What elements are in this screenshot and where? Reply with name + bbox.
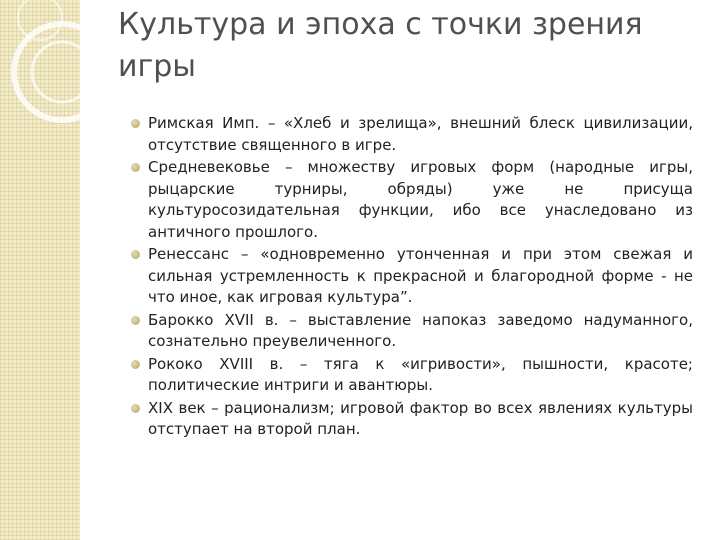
bullet-item bbox=[148, 112, 693, 156]
bullet-text: XIX век – рационализм; игровой фактор во всех явлениях культуры отступает на второй план. bbox=[148, 398, 693, 438]
bullet-dot-icon bbox=[131, 119, 140, 128]
bullet-dot-icon bbox=[131, 250, 140, 259]
bullet-item bbox=[148, 156, 693, 243]
bullet-text: Средневековье – множеству игровых форм (народные игры, рыцарские турниры, обряды) уже не присуща культуросозидательная функции, ибо все унаследовано из античного прошлого. bbox=[148, 158, 693, 241]
bullet-item bbox=[148, 243, 693, 309]
bullet-item bbox=[148, 353, 693, 397]
decorative-side-strip bbox=[0, 0, 80, 540]
bullet-item bbox=[148, 309, 693, 353]
bullet-list bbox=[148, 112, 693, 441]
bullet-dot-icon bbox=[131, 316, 140, 325]
bullet-text: Ренессанс – «одновременно утонченная и при этом свежая и сильная устремленность к прекрасной и благородной форме - не что иное, как игровая культура”. bbox=[148, 245, 693, 306]
decorative-circles bbox=[0, 0, 80, 540]
bullet-text: Римская Имп. – «Хлеб и зрелища», внешний блеск цивилизации, отсутствие священного в игре. bbox=[148, 114, 693, 154]
bullet-text: Рококо XVIII в. – тяга к «игривости», пышности, красоте; политические интриги и авантюры. bbox=[148, 354, 693, 394]
slide-title: Культура и эпоха с точки зрения игры bbox=[118, 7, 643, 84]
bullet-item bbox=[148, 397, 693, 441]
bullet-dot-icon bbox=[131, 404, 140, 413]
bullet-dot-icon bbox=[131, 360, 140, 369]
bullet-dot-icon bbox=[131, 163, 140, 172]
bullet-text: Барокко XVII в. – выставление напоказ заведомо надуманного, сознательно преувеличенного. bbox=[148, 310, 693, 350]
